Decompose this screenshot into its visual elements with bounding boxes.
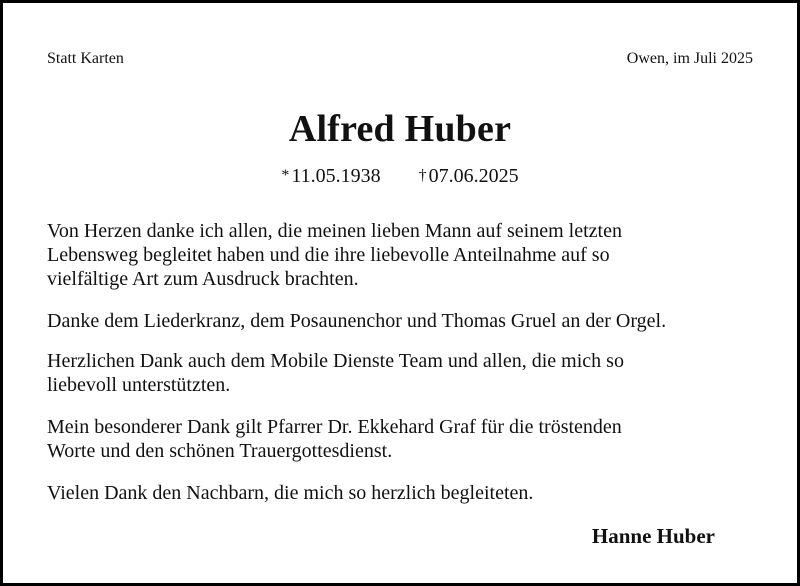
header-left: Statt Karten bbox=[47, 50, 124, 67]
thanks-paragraph-2 bbox=[47, 309, 666, 333]
thanks-paragraph-4 bbox=[47, 415, 622, 463]
life-dates bbox=[3, 165, 797, 188]
paragraph-line: liebevoll unterstützten. bbox=[47, 374, 231, 396]
thanks-paragraph-5 bbox=[47, 481, 533, 505]
paragraph-line: vielfältige Art zum Ausdruck brachten. bbox=[47, 268, 359, 290]
birth-star-icon: * bbox=[281, 167, 290, 184]
paragraph-line: Von Herzen danke ich allen, die meinen lieben Mann auf seinem letzten bbox=[47, 220, 622, 242]
death-date: 07.06.2025 bbox=[428, 165, 519, 187]
paragraph-line: Worte und den schönen Trauergottesdienst. bbox=[47, 440, 393, 462]
paragraph-line: Mein besonderer Dank gilt Pfarrer Dr. Ekkehard Graf für die tröstenden bbox=[47, 416, 622, 438]
thanks-paragraph-1 bbox=[47, 219, 622, 291]
paragraph-line: Lebensweg begleitet haben und die ihre liebevolle Anteilnahme auf so bbox=[47, 244, 610, 266]
paragraph-line: Vielen Dank den Nachbarn, die mich so herzlich begleiteten. bbox=[47, 482, 534, 504]
paragraph-line: Danke dem Liederkranz, dem Posaunenchor und Thomas Gruel an der Orgel. bbox=[47, 310, 667, 332]
birth-date: 11.05.1938 bbox=[291, 165, 381, 187]
thanks-paragraph-3 bbox=[47, 349, 624, 397]
header-right-date: Owen, im Juli 2025 bbox=[626, 50, 753, 67]
death-cross-icon: † bbox=[418, 167, 427, 184]
paragraph-line: Herzlichen Dank auch dem Mobile Dienste Team und allen, die mich so bbox=[47, 350, 624, 372]
deceased-name: Alfred Huber bbox=[288, 108, 512, 150]
signature: Hanne Huber bbox=[591, 524, 715, 548]
